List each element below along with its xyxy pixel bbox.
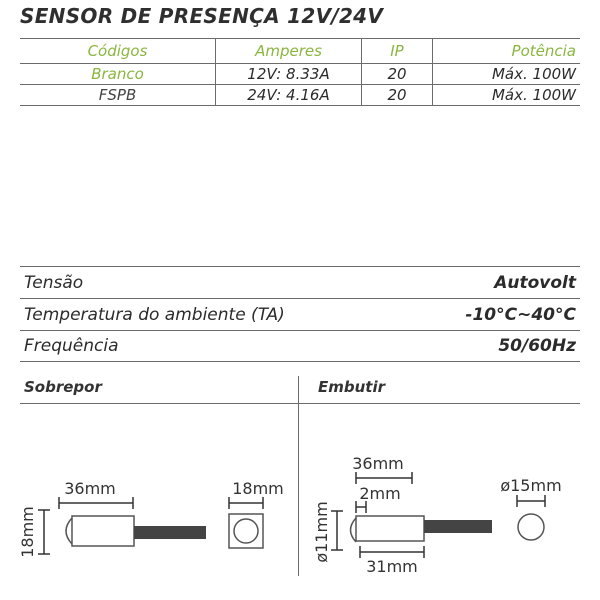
dim-label-right-end: ø15mm <box>500 476 562 495</box>
header-codigos: Códigos <box>20 39 216 64</box>
sensor-body-left <box>72 516 134 546</box>
sensor-lens-left <box>66 518 72 544</box>
table-cell: 12V: 8.33A <box>216 64 362 85</box>
dim-label-right-tip: 2mm <box>359 484 401 503</box>
table-cell: Máx. 100W <box>433 64 581 85</box>
table-cell: 24V: 4.16A <box>216 85 362 106</box>
table-cell: 20 <box>362 85 433 106</box>
sensor-lens-right <box>351 518 357 542</box>
page-title: SENSOR DE PRESENÇA 12V/24V <box>20 4 384 28</box>
table-cell: Branco <box>20 64 216 85</box>
header-ip: IP <box>362 39 433 64</box>
property-label: Frequência <box>24 336 119 356</box>
property-value: 50/60Hz <box>498 336 576 356</box>
section-label-sobrepor: Sobrepor <box>24 378 102 396</box>
dim-label-right-length: 36mm <box>352 454 404 473</box>
dim-label-right-diameter: ø11mm <box>312 501 331 563</box>
dim-label-left-height: 18mm <box>18 506 37 558</box>
property-value: Autovolt <box>494 272 576 293</box>
property-label: Tensão <box>24 272 84 293</box>
table-cell: 20 <box>362 64 433 85</box>
dim-label-right-body: 31mm <box>366 557 418 576</box>
sensor-cable-left <box>134 526 206 539</box>
header-potencia: Potência <box>433 39 581 64</box>
property-label: Temperatura do ambiente (TA) <box>24 304 285 325</box>
table-cell: Máx. 100W <box>433 85 581 106</box>
dim-label-left-side: 18mm <box>232 479 284 498</box>
embutir-drawing <box>312 454 562 576</box>
property-value: -10°C~40°C <box>465 304 576 325</box>
table-cell: FSPB <box>20 85 216 106</box>
header-amperes: Amperes <box>216 39 362 64</box>
sobrepor-drawing <box>18 479 284 558</box>
section-label-embutir: Embutir <box>318 378 386 396</box>
dim-label-left-length: 36mm <box>64 479 116 498</box>
sensor-cable-right <box>424 520 492 533</box>
sensor-end-circle <box>518 514 544 540</box>
sensor-body-right <box>356 516 424 541</box>
sensor-front-lens <box>234 519 258 543</box>
